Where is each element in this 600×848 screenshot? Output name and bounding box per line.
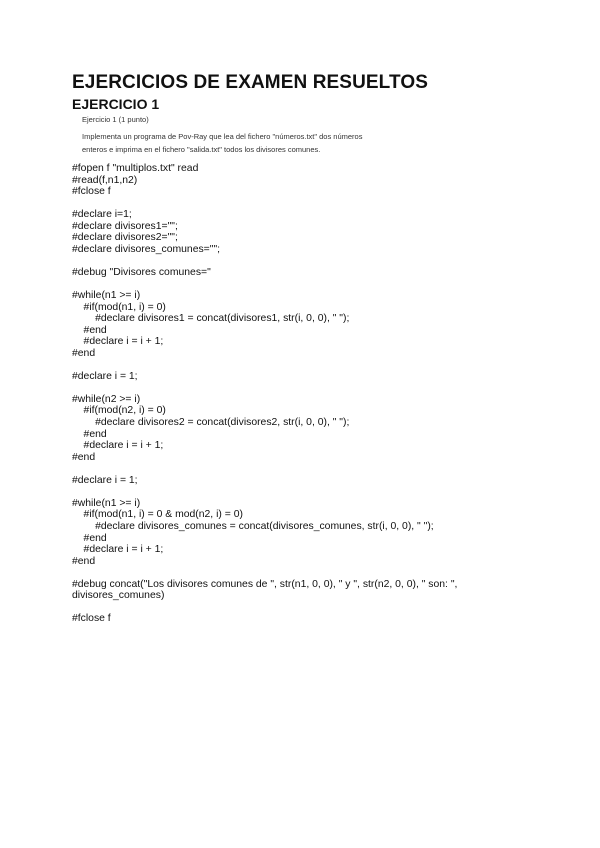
code-line: #end (72, 347, 96, 359)
code-line: #end (72, 532, 107, 544)
code-line: #declare i = 1; (72, 474, 138, 486)
code-line: #end (72, 451, 96, 463)
code-line: #if(mod(n2, i) = 0) (72, 405, 166, 417)
code-line: #read(f,n1,n2) (72, 174, 138, 186)
code-line: #if(mod(n1, i) = 0 & mod(n2, i) = 0) (72, 509, 243, 521)
code-line (72, 278, 457, 290)
code-line: #declare i = i + 1; (72, 440, 164, 452)
code-line (72, 602, 457, 614)
code-line (72, 486, 457, 498)
code-line (72, 463, 457, 475)
code-line: #declare divisores_comunes=""; (72, 243, 221, 255)
code-line (72, 567, 457, 579)
code-line: #while(n1 >= i) (72, 497, 141, 509)
code-line (72, 382, 457, 394)
exercise-statement-line-1: Implementa un programa de Pov-Ray que lea del fichero "números.txt" dos números (82, 132, 363, 141)
code-line: #declare i = i + 1; (72, 544, 164, 556)
code-line: #fclose f (72, 186, 111, 198)
code-line: #declare divisores2=""; (72, 232, 178, 244)
exercise-heading: EJERCICIO 1 (72, 96, 160, 112)
code-line (72, 359, 457, 371)
code-line: #declare divisores1=""; (72, 220, 178, 232)
exercise-statement-line-2: enteros e imprima en el fichero "salida.txt" todos los divisores comunes. (82, 145, 321, 154)
code-line: #declare divisores1 = concat(divisores1, str(i, 0, 0), " "); (72, 313, 350, 325)
code-line: #if(mod(n1, i) = 0) (72, 301, 166, 313)
exercise-label: Ejercicio 1 (1 punto) (82, 115, 149, 124)
code-line: #declare i=1; (72, 209, 132, 221)
code-line: #declare divisores2 = concat(divisores2, str(i, 0, 0), " "); (72, 417, 350, 429)
code-line: #fclose f (72, 613, 111, 625)
code-line: #declare i = i + 1; (72, 336, 164, 348)
code-line: #declare divisores_comunes = concat(divisores_comunes, str(i, 0, 0), " "); (72, 520, 434, 532)
document-title: EJERCICIOS DE EXAMEN RESUELTOS (72, 72, 428, 93)
code-line (72, 198, 457, 210)
code-line: #debug "Divisores comunes=" (72, 266, 211, 278)
code-line: #debug concat("Los divisores comunes de ", str(n1, 0, 0), " y ", str(n2, 0, 0), " son: ", (72, 578, 458, 590)
code-line: #while(n1 >= i) (72, 290, 141, 302)
code-line (72, 255, 457, 267)
code-line: divisores_comunes) (72, 590, 165, 602)
code-line: #end (72, 324, 107, 336)
code-line: #end (72, 555, 96, 567)
code-listing (72, 163, 457, 625)
code-line: #end (72, 428, 107, 440)
code-line: #declare i = 1; (72, 370, 138, 382)
code-line: #while(n2 >= i) (72, 393, 141, 405)
code-line: #fopen f "multiplos.txt" read (72, 163, 199, 174)
